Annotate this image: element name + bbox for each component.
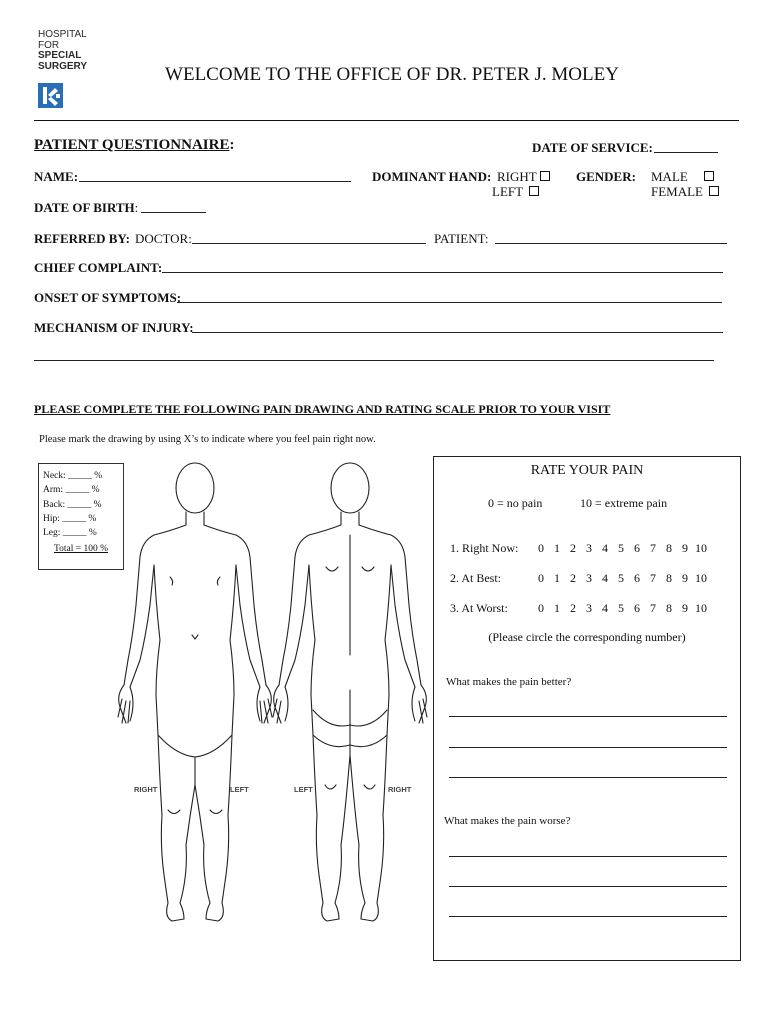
- scale-low-label: 0 = no pain: [488, 496, 543, 510]
- patient-label: PATIENT:: [434, 231, 489, 246]
- rating-label: 2. At Best:: [450, 571, 502, 585]
- page-title: WELCOME TO THE OFFICE OF DR. PETER J. MOLEY: [165, 64, 619, 85]
- dob-field[interactable]: [141, 212, 206, 213]
- right-hand-option[interactable]: [497, 169, 550, 185]
- female-label: FEMALE: [651, 184, 703, 199]
- right-hand-checkbox[interactable]: [540, 171, 550, 181]
- area-row[interactable]: Back: _____ %: [43, 499, 102, 510]
- date-of-service-field[interactable]: [654, 152, 718, 153]
- rating-scale-at-worst[interactable]: 0 1 2 3 4 5 6 7 8 9 10: [538, 601, 707, 615]
- mechanism-label: MECHANISM OF INJURY:: [34, 320, 194, 335]
- better-answer-line[interactable]: [449, 777, 727, 778]
- doctor-field[interactable]: [192, 243, 426, 244]
- female-option[interactable]: [651, 184, 719, 200]
- logo-line-4: SURGERY: [38, 60, 88, 72]
- rating-row-at-worst: [450, 601, 508, 616]
- name-label: NAME:: [34, 169, 79, 184]
- male-label: MALE: [651, 169, 688, 184]
- better-answer-line[interactable]: [449, 747, 727, 748]
- section-title: PATIENT QUESTIONNAIRE:: [34, 137, 235, 153]
- worse-answer-line[interactable]: [449, 886, 727, 887]
- doctor-label: DOCTOR:: [135, 231, 192, 246]
- rating-row-right-now: [450, 541, 518, 556]
- pain-area-percentage-box: [38, 463, 124, 570]
- left-hand-option[interactable]: [492, 184, 539, 200]
- logo-line-1: HOSPITAL: [38, 29, 87, 40]
- logo-line-3: SPECIAL: [38, 50, 82, 61]
- rating-label: 1. Right Now:: [450, 541, 519, 555]
- better-question: What makes the pain better?: [446, 676, 572, 688]
- area-row[interactable]: Arm: _____ %: [43, 485, 100, 496]
- logo-line-2: FOR: [38, 39, 60, 51]
- hss-logo-mark-icon: [38, 83, 63, 108]
- worse-answer-line[interactable]: [449, 856, 727, 857]
- total-label: Total = 100 %: [53, 544, 109, 555]
- front-right-label: RIGHT: [134, 785, 158, 794]
- back-body-outline: [273, 463, 427, 921]
- chief-complaint-label: CHIEF COMPLAINT:: [34, 260, 163, 275]
- front-left-label: LEFT: [230, 785, 249, 794]
- rating-row-at-best: [450, 571, 501, 586]
- gender-label: GENDER:: [576, 169, 636, 184]
- area-row[interactable]: Leg: _____ %: [43, 528, 97, 539]
- mechanism-field-extra[interactable]: [34, 360, 714, 361]
- better-answer-line[interactable]: [449, 716, 727, 717]
- dob-label: DATE OF BIRTH:: [34, 200, 139, 215]
- left-hand-checkbox[interactable]: [529, 186, 539, 196]
- worse-question: What makes the pain worse?: [444, 815, 571, 827]
- patient-field[interactable]: [495, 243, 727, 244]
- circle-note: (Please circle the corresponding number): [488, 630, 686, 644]
- area-row[interactable]: Hip: _____ %: [43, 513, 97, 524]
- header-divider: [34, 120, 739, 121]
- rating-scale-at-best[interactable]: 0 1 2 3 4 5 6 7 8 9 10: [538, 571, 707, 585]
- chief-complaint-field[interactable]: [162, 272, 723, 273]
- front-body-outline: [118, 463, 272, 921]
- onset-label: ONSET OF SYMPTOMS:: [34, 290, 182, 305]
- body-diagram[interactable]: [100, 455, 430, 940]
- worse-answer-line[interactable]: [449, 916, 727, 917]
- rating-label: 3. At Worst:: [450, 601, 508, 615]
- rate-your-pain-panel: [433, 456, 741, 961]
- scale-high-label: 10 = extreme pain: [580, 496, 668, 510]
- back-right-label: RIGHT: [388, 785, 412, 794]
- drawing-instruction: Please mark the drawing by using X’s to indicate where you feel pain right now.: [39, 434, 376, 445]
- date-of-service-label: DATE OF SERVICE:: [532, 140, 653, 155]
- rating-scale-right-now[interactable]: 0 1 2 3 4 5 6 7 8 9 10: [538, 541, 707, 555]
- name-field[interactable]: [79, 181, 351, 182]
- back-left-label: LEFT: [294, 785, 313, 794]
- male-option[interactable]: [651, 169, 714, 185]
- area-row[interactable]: Neck: _____ %: [43, 471, 103, 481]
- dominant-hand-label: DOMINANT HAND:: [372, 169, 492, 184]
- male-checkbox[interactable]: [704, 171, 714, 181]
- pain-instruction-heading: PLEASE COMPLETE THE FOLLOWING PAIN DRAWING AND RATING SCALE PRIOR TO YOUR VISIT: [34, 402, 611, 416]
- female-checkbox[interactable]: [709, 186, 719, 196]
- rate-panel-title: RATE YOUR PAIN: [530, 463, 644, 478]
- left-hand-label: LEFT: [492, 184, 524, 199]
- referred-by-label: REFERRED BY:: [34, 231, 130, 246]
- mechanism-field[interactable]: [192, 332, 723, 333]
- right-hand-label: RIGHT: [497, 169, 537, 184]
- onset-field[interactable]: [177, 302, 722, 303]
